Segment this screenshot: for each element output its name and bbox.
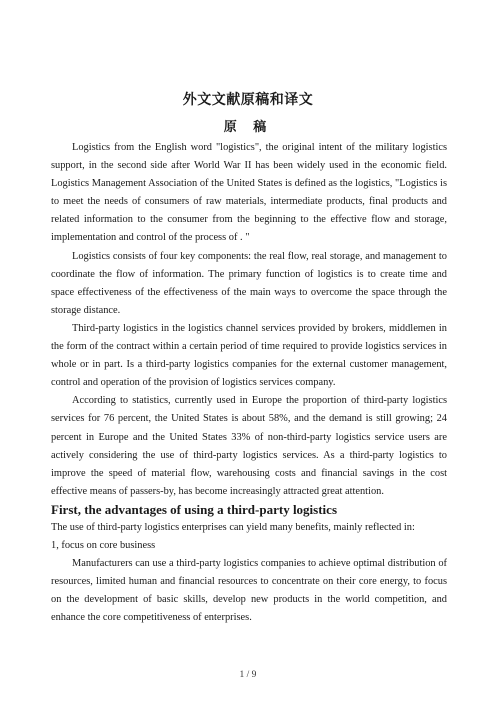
paragraph-third-party: Third-party logistics in the logistics channel services provided by brokers, middlemen in the form of the contract within a certain period of time required to provide logistics services in whole or in part. Is a third-party logistics companies for the external customer management, control and operation of the provision of logistics services company. [51,322,447,389]
page-indicator: 1 / 9 [239,670,257,680]
document-title: 外文文献原稿和译文 [182,92,314,108]
intro-line: The use of third-party logistics enterprises can yield many benefits, mainly reflected in: [51,521,415,533]
document-body [51,139,447,627]
document-subtitle: 原 稿 [223,120,273,135]
section-heading: First, the advantages of using a third-party logistics [51,501,337,517]
paragraph-statistics: According to statistics, currently used in Europe the proportion of third-party logistics services for 76 percent, the United States is about 58%, and the demand is still growing; 24 percent in Europe and the United States 33% of non-third-party logistics service users are actively considering the use of third-party logistics services. As a third-party logistics to improve the speed of material flow, warehousing costs and financial savings in the cost effective means of passers-by, has become increasingly attracted great attention. [51,395,447,497]
item-title: 1, focus on core business [51,539,156,551]
item-paragraph: Manufacturers can use a third-party logistics companies to achieve optimal distribution of resources, limited human and financial resources to concentrate on their core energy, to focus on the development of basic skills, develop new products in the world competition, and enhance the core competitiveness of enterprises. [51,558,447,624]
paragraph-definition: Logistics from the English word "logistics", the original intent of the military logistics support, in the second side after World War II has been widely used in the economic field. Logistics Management Association of the United States is defined as the logistics, "Logistics is to meet the needs of consumers of raw materials, intermediate products, final products and related information to the consumer from the beginning to the effective flow and storage, implementation and control of the process of . " [51,142,447,244]
paragraph-components: Logistics consists of four key components: the real flow, real storage, and management to coordinate the flow of information. The primary function of logistics is to create time and space effectiveness of the effectiveness of the main ways to overcome the space through the storage distance. [51,250,447,316]
